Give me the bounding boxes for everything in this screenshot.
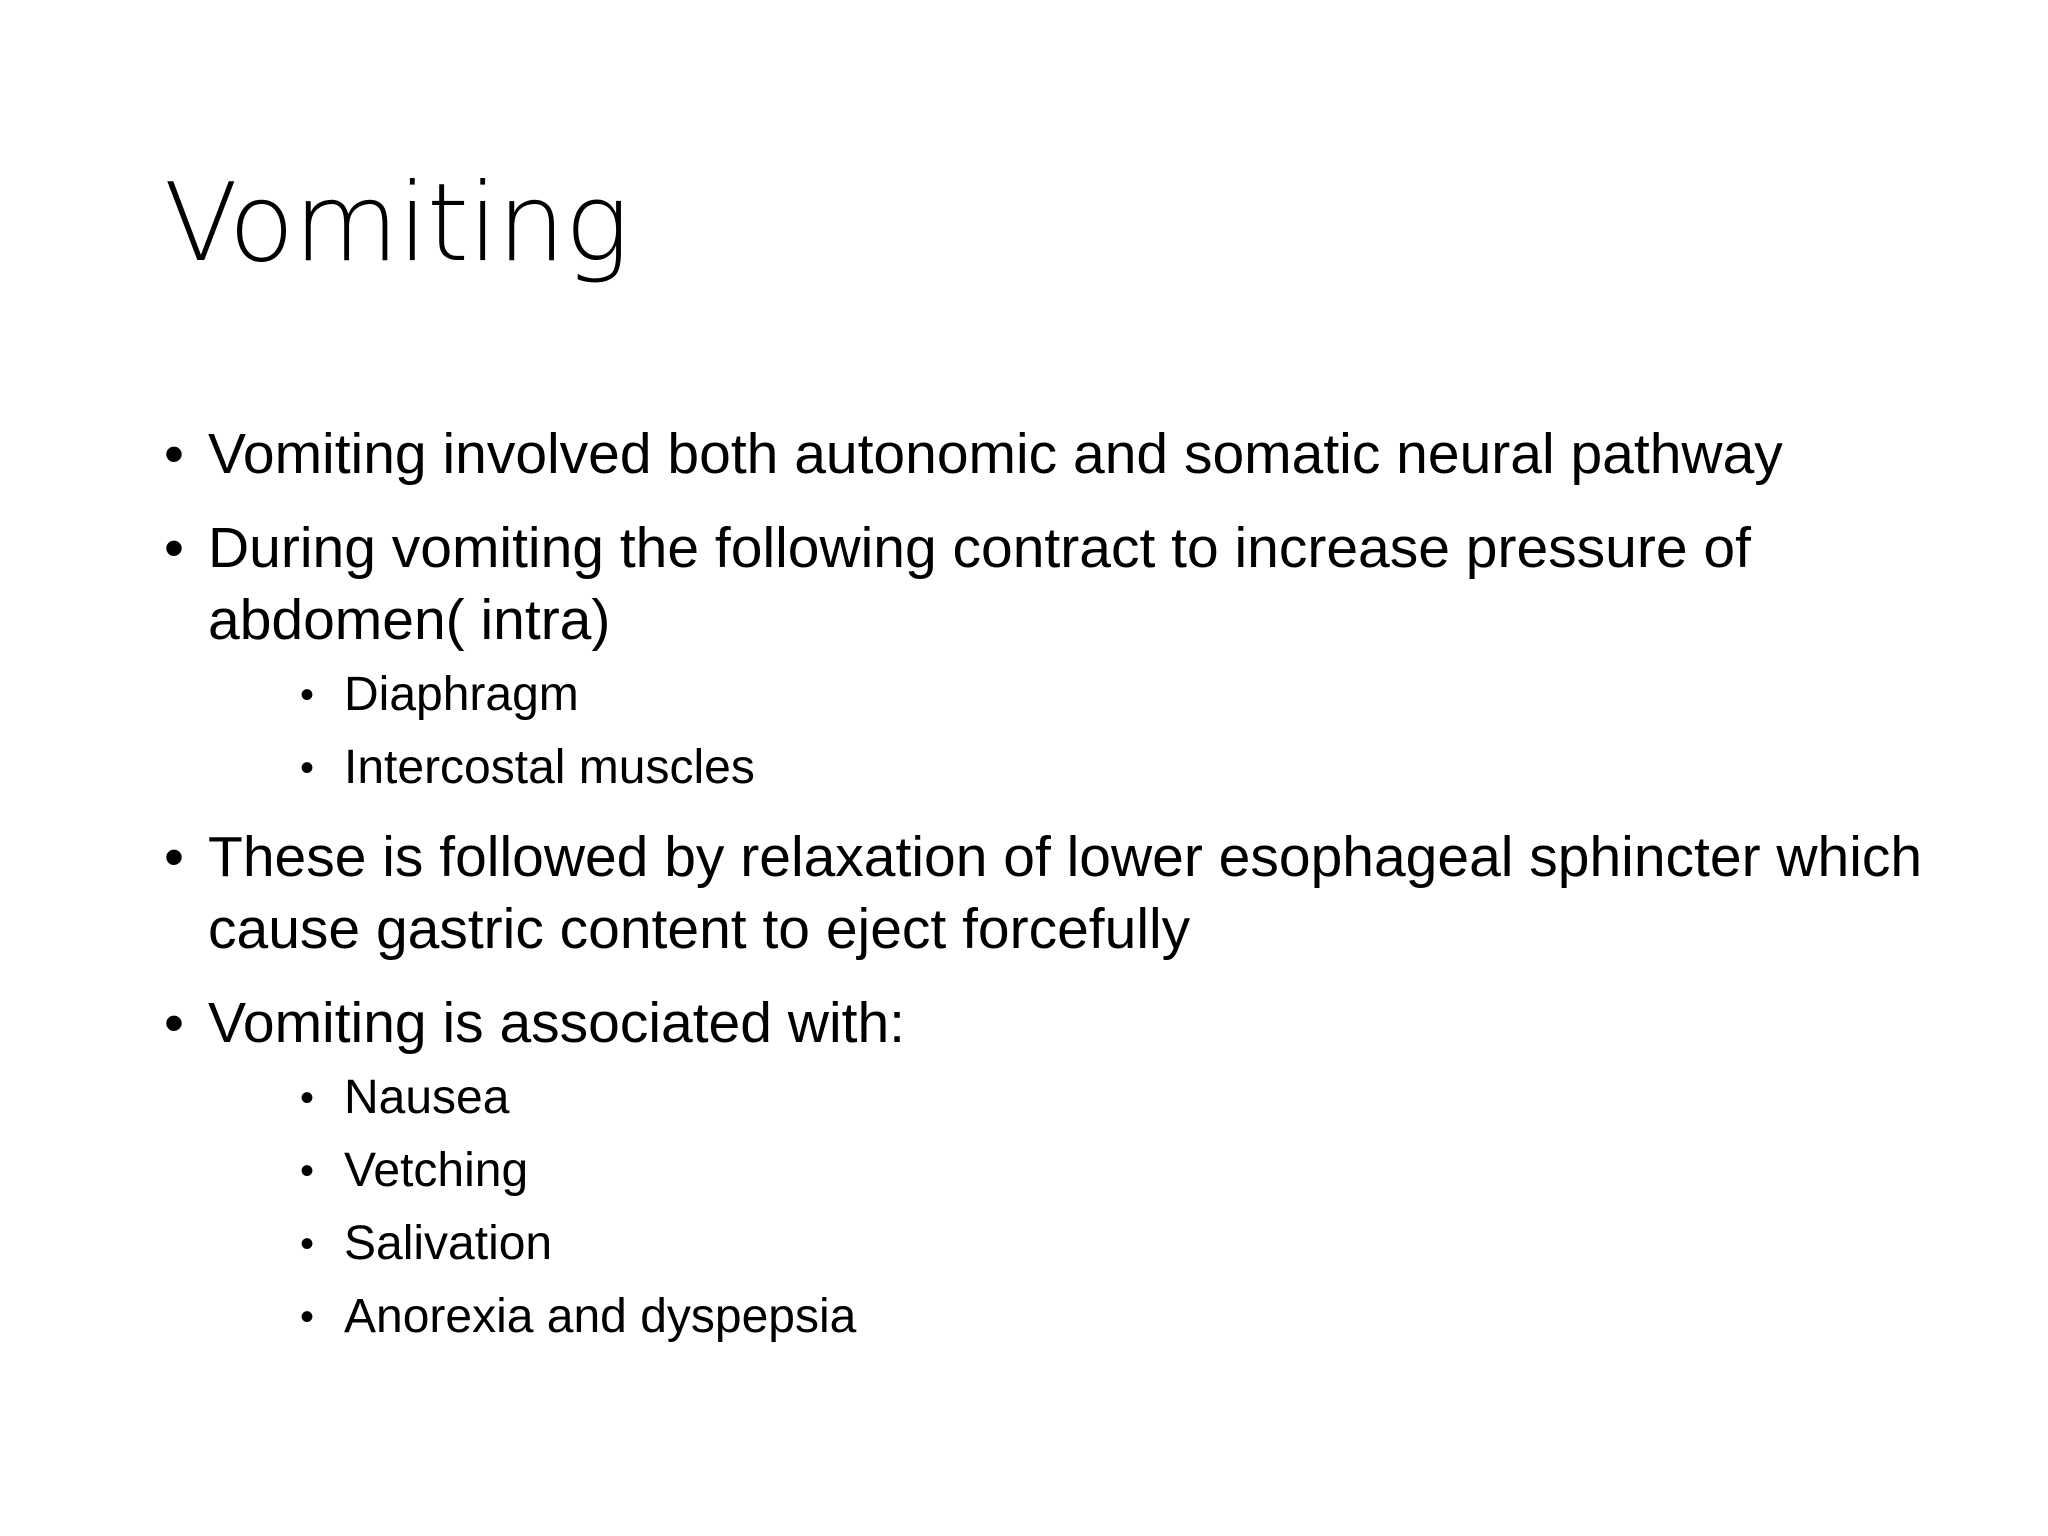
bullet-text: Vomiting involved both autonomic and somatic neural pathway [208, 422, 1783, 486]
sub-bullet-item [300, 664, 1924, 726]
bullet-item [164, 418, 1924, 490]
bullet-text: During vomiting the following contract to increase pressure of abdomen( intra) [208, 516, 1751, 652]
bullet-dot-icon: • [164, 516, 184, 580]
bullet-dot-icon: • [164, 825, 184, 889]
bullet-dot-icon: • [300, 746, 315, 790]
bullet-dot-icon: • [300, 1295, 315, 1339]
sub-bullet-item [300, 1140, 1924, 1202]
sub-bullet-list [300, 1067, 1924, 1348]
bullet-dot-icon: • [300, 1149, 315, 1193]
sub-bullet-text: Vetching [344, 1144, 529, 1197]
sub-bullet-text: Salivation [344, 1217, 553, 1270]
bullet-item [164, 821, 1924, 965]
slide-content [164, 418, 1924, 1370]
sub-bullet-text: Diaphragm [344, 668, 579, 721]
sub-bullet-item [300, 737, 1924, 799]
sub-bullet-item [300, 1213, 1924, 1275]
bullet-item [164, 512, 1924, 799]
slide-title: Vomiting [164, 161, 629, 286]
bullet-dot-icon: • [164, 422, 184, 486]
bullet-dot-icon: • [300, 1076, 315, 1120]
bullet-item [164, 987, 1924, 1348]
bullet-dot-icon: • [164, 991, 184, 1055]
bullet-text: Vomiting is associated with: [208, 991, 905, 1055]
sub-bullet-item [300, 1286, 1924, 1348]
bullet-text: These is followed by relaxation of lower esophageal sphincter which cause gastric content to eject forcefully [208, 825, 1923, 961]
sub-bullet-text: Anorexia and dyspepsia [344, 1290, 857, 1343]
sub-bullet-text: Nausea [344, 1071, 510, 1124]
sub-bullet-list [300, 664, 1924, 799]
sub-bullet-item [300, 1067, 1924, 1129]
sub-bullet-text: Intercostal muscles [344, 741, 755, 794]
bullet-dot-icon: • [300, 1222, 315, 1266]
bullet-dot-icon: • [300, 673, 315, 717]
bullet-list [164, 418, 1924, 1348]
